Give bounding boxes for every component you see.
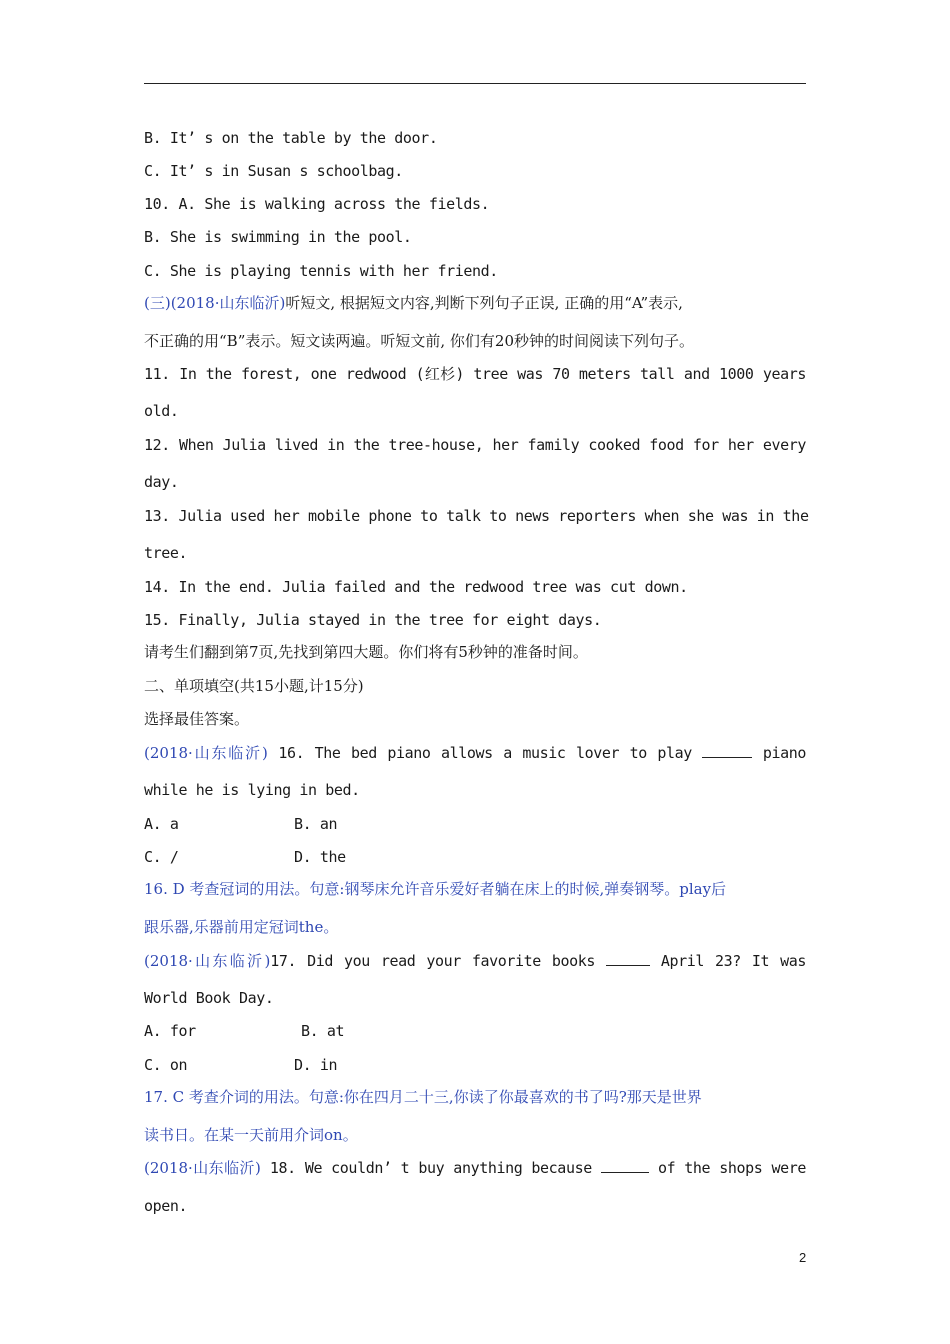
question-text: 17. Did you read your favorite books xyxy=(270,952,606,970)
answer-16-cont: 跟乐器,乐器前用定冠词the。 xyxy=(144,918,339,936)
option-a: A. for xyxy=(144,1022,196,1040)
question-17-options-ab xyxy=(144,1021,806,1041)
statement-12: 12. When Julia lived in the tree-house, her family cooked food for her every xyxy=(144,436,806,454)
header-rule xyxy=(144,83,806,84)
source-tag: (2018·山东临沂) xyxy=(144,744,268,762)
statement-13: 13. Julia used her mobile phone to talk to news reporters when she was in the xyxy=(144,507,809,525)
section-2-subheading: 选择最佳答案。 xyxy=(144,710,250,728)
statement-11: 11. In the forest, one redwood (红杉) tree was 70 meters tall and 1000 years xyxy=(144,365,806,383)
section-2-heading: 二、单项填空(共15小题,计15分) xyxy=(144,677,364,695)
question-18 xyxy=(144,1158,806,1178)
answer-blank xyxy=(601,1159,649,1173)
section-3-instructions xyxy=(144,293,806,313)
question-18-cont: open. xyxy=(144,1197,188,1215)
question-16-options-cd xyxy=(144,847,806,867)
statement-14: 14. In the end. Julia failed and the redwood tree was cut down. xyxy=(144,578,688,596)
option-b: B. an xyxy=(294,815,338,833)
instruction-text: 听短文, 根据短文内容,判断下列句子正误, 正确的用“A”表示, xyxy=(285,294,683,312)
option-c-line: C. It’ s in Susan s schoolbag. xyxy=(144,162,403,180)
answer-blank xyxy=(702,744,752,758)
option-a: A. a xyxy=(144,815,179,833)
statement-11-cont: old. xyxy=(144,402,179,420)
source-tag: (三)(2018·山东临沂) xyxy=(144,294,286,312)
source-tag: (2018·山东临沂) xyxy=(144,1159,261,1177)
statement-12-cont: day. xyxy=(144,473,179,491)
question-17-options-cd xyxy=(144,1055,806,1075)
question-16-options-ab xyxy=(144,814,806,834)
option-b-line: B. She is swimming in the pool. xyxy=(144,228,412,246)
option-c: C. on xyxy=(144,1056,188,1074)
statement-15: 15. Finally, Julia stayed in the tree for eight days. xyxy=(144,611,602,629)
question-text: 18. We couldn’ t buy anything because xyxy=(260,1159,601,1177)
option-c-line: C. She is playing tennis with her friend. xyxy=(144,262,498,280)
question-17-cont: World Book Day. xyxy=(144,989,274,1007)
option-d: D. the xyxy=(294,848,346,866)
question-17 xyxy=(144,951,806,971)
answer-17: 17. C 考查介词的用法。句意:你在四月二十三,你读了你最喜欢的书了吗?那天是世界 xyxy=(144,1088,702,1106)
question-text: April 23? It was xyxy=(649,952,806,970)
option-b-line: B. It’ s on the table by the door. xyxy=(144,129,438,147)
transition-instruction: 请考生们翻到第7页,先找到第四大题。你们将有5秒钟的准备时间。 xyxy=(144,643,588,661)
section-3-instructions-cont: 不正确的用“B”表示。短文读两遍。听短文前, 你们有20秒钟的时间阅读下列句子。 xyxy=(144,332,694,350)
option-b: B. at xyxy=(301,1022,345,1040)
question-text: 16. The bed piano allows a music lover to play xyxy=(267,744,703,762)
answer-blank xyxy=(606,952,650,966)
option-c: C. / xyxy=(144,848,179,866)
question-16-cont: while he is lying in bed. xyxy=(144,781,360,799)
question-text: of the shops were xyxy=(648,1159,806,1177)
statement-13-cont: tree. xyxy=(144,544,188,562)
source-tag: (2018·山东临沂) xyxy=(144,952,271,970)
question-16 xyxy=(144,743,806,763)
option-d: D. in xyxy=(294,1056,338,1074)
page-number: 2 xyxy=(799,1250,807,1265)
question-10-line: 10. A. She is walking across the fields. xyxy=(144,195,490,213)
question-text: piano xyxy=(752,744,806,762)
answer-17-cont: 读书日。在某一天前用介词on。 xyxy=(144,1126,358,1144)
answer-16: 16. D 考查冠词的用法。句意:钢琴床允许音乐爱好者躺在床上的时候,弹奏钢琴。play后 xyxy=(144,880,727,898)
